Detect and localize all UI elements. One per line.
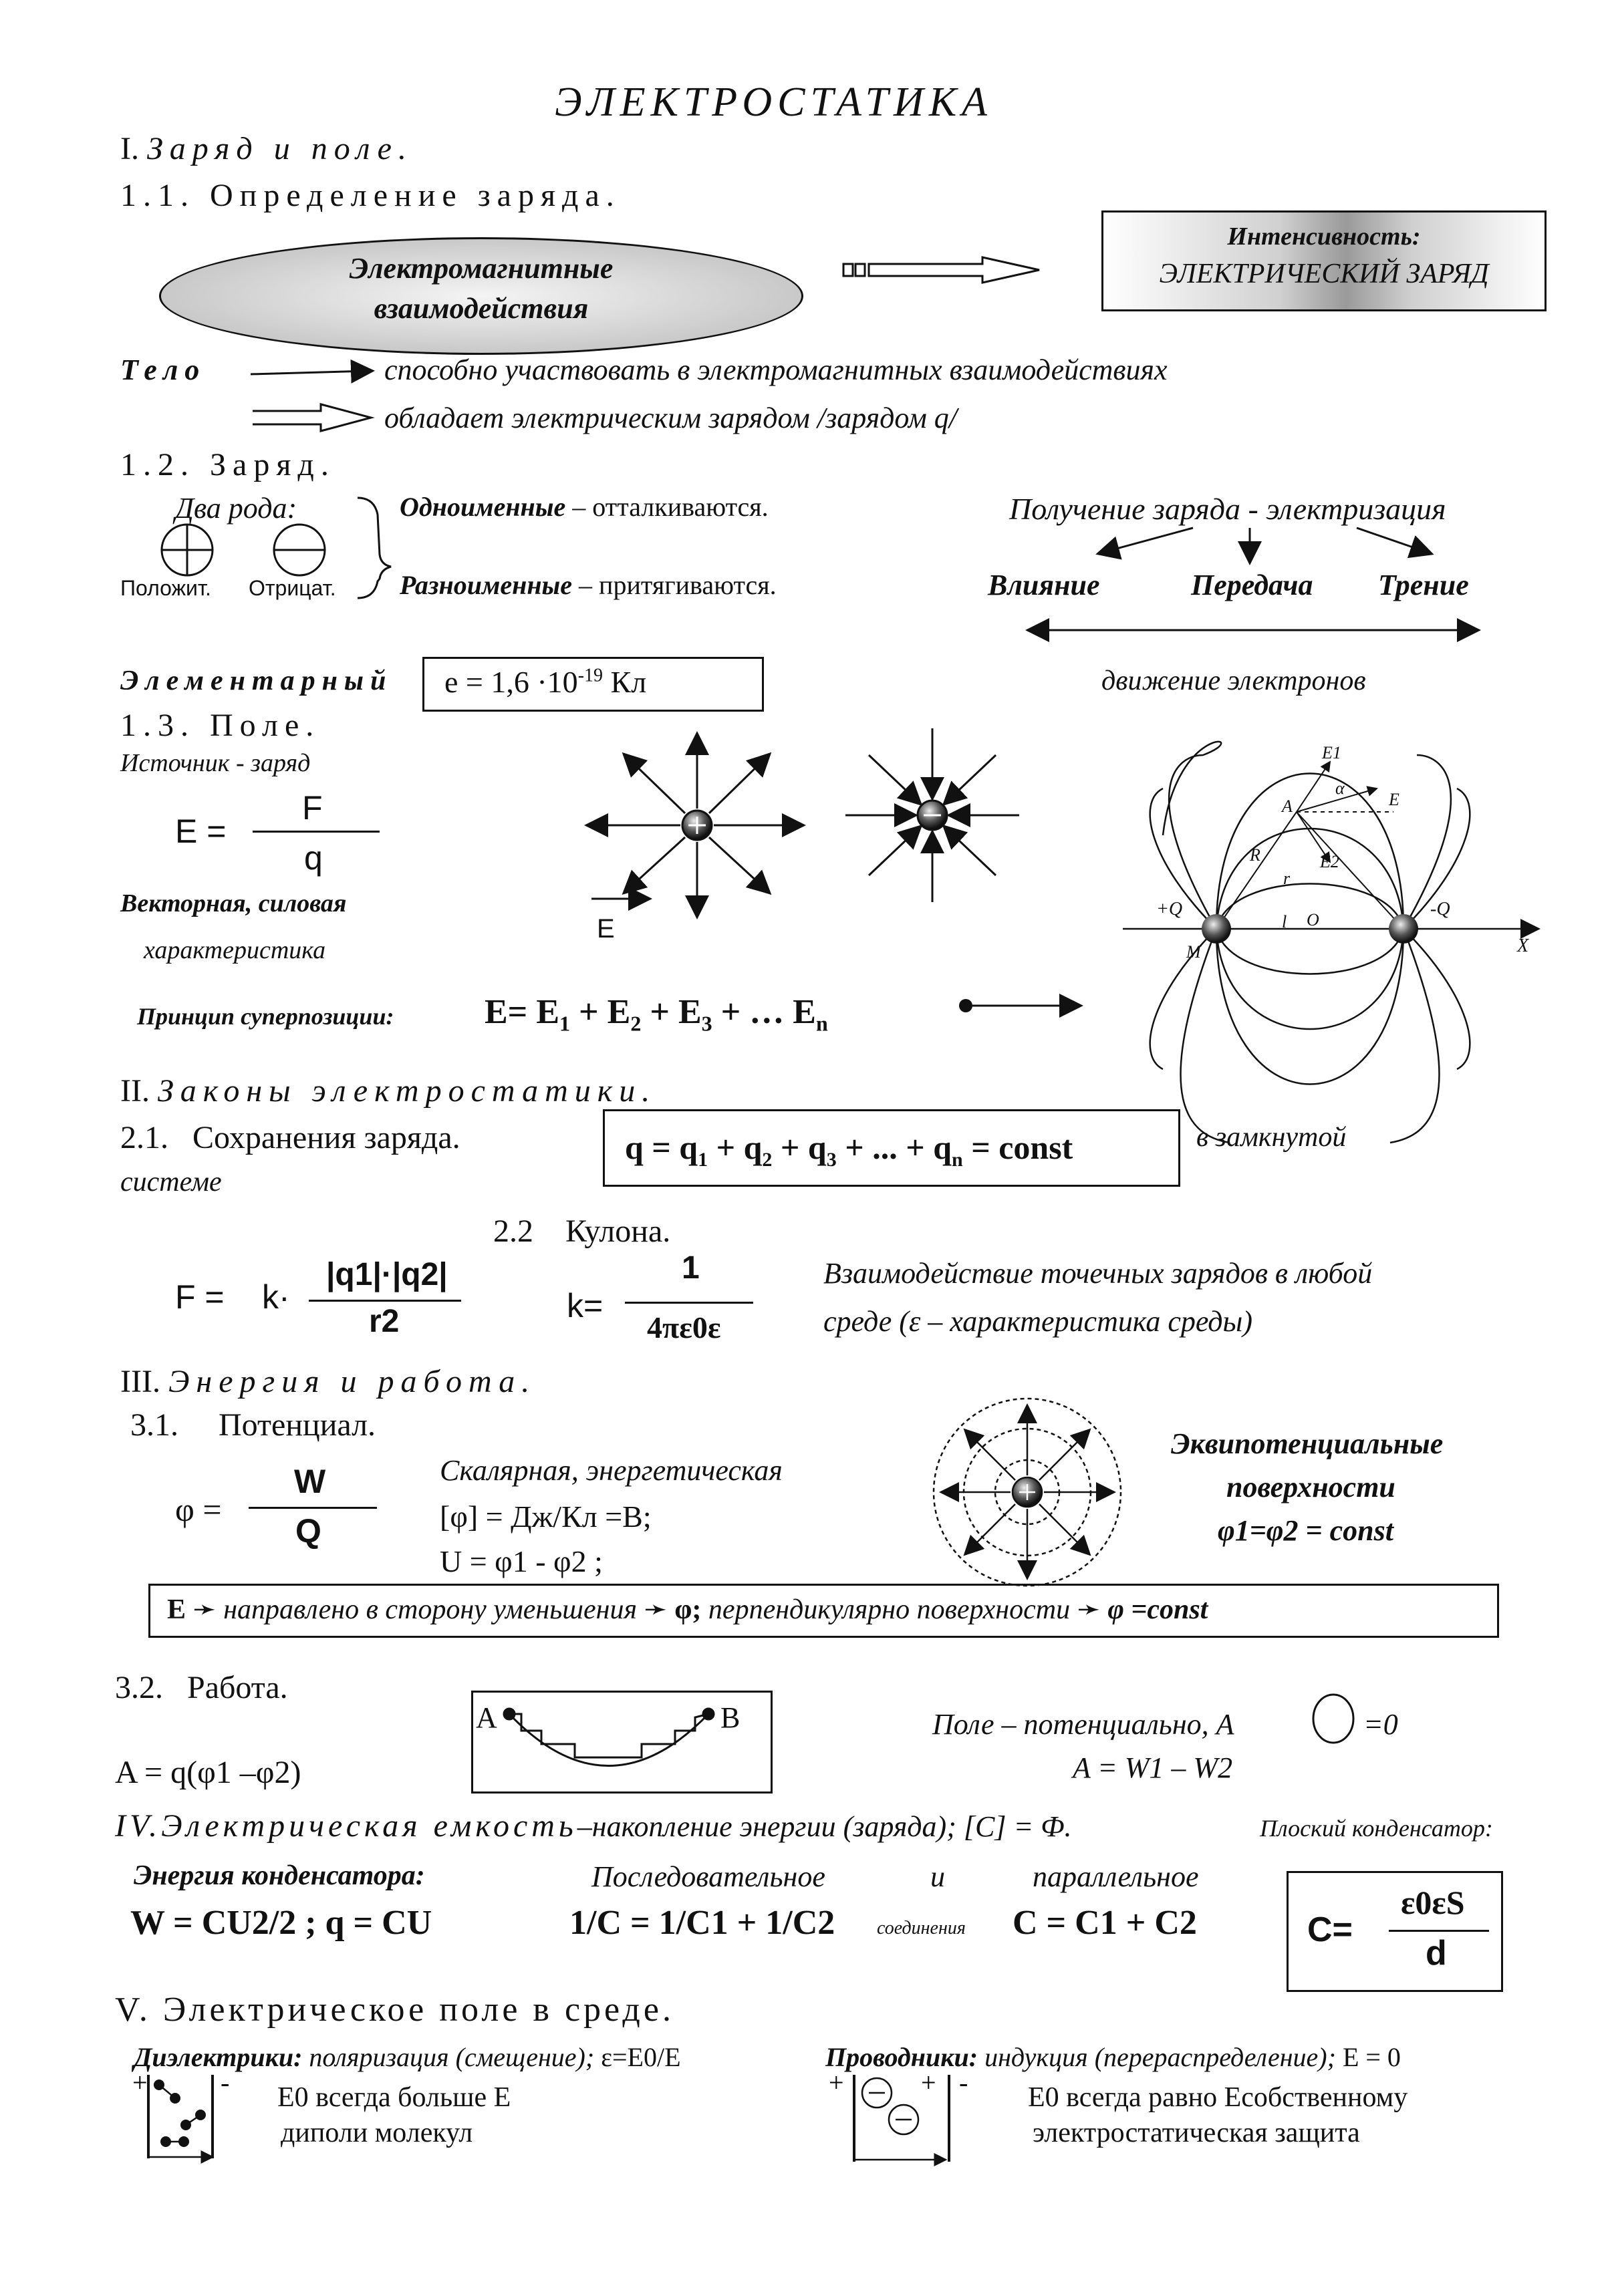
- page-title: ЭЛЕКТРОСТАТИКА: [555, 80, 992, 125]
- electrification-title: Получение заряда - электризация: [1009, 492, 1446, 526]
- closed-loop-icon: [1313, 1695, 1353, 1743]
- method-transfer: Передача: [1191, 569, 1313, 601]
- dipole-label-O: O: [1307, 910, 1319, 929]
- body-arrow-1: [251, 371, 371, 374]
- e-unit: Кл: [603, 665, 647, 699]
- dipole-label-alpha: α: [1335, 778, 1345, 798]
- subsection-1-3: 1.3. Поле.: [120, 708, 321, 743]
- same-bold: Одноименные: [400, 492, 566, 522]
- vector-label-1: Векторная, силовая: [120, 889, 347, 917]
- section-4-title: IV.Электрическая емкость: [115, 1808, 577, 1844]
- negative-label: Отрицат.: [249, 576, 336, 600]
- dipole-label-E2: E2: [1320, 852, 1339, 871]
- sup-p0: E= E: [485, 993, 559, 1031]
- body-line-1: способно участвовать в электромагнитных взаимодействиях: [384, 353, 1168, 386]
- subsection-1-2: 1.2. Заряд.: [120, 447, 336, 482]
- cons-p3: 2: [762, 1149, 773, 1171]
- subsection-1-1: 1.1. Определение заряда.: [120, 178, 621, 213]
- source-label: Источник - заряд: [120, 749, 311, 777]
- subsection-2-1: 2.1. Сохранения заряда.: [120, 1120, 460, 1155]
- zero-text: =0: [1363, 1708, 1398, 1741]
- sup-p5: 3: [701, 1011, 712, 1036]
- point-B: B: [720, 1701, 741, 1734]
- cond-plus-2: +: [921, 2067, 936, 2098]
- body-hollow-arrow: [253, 404, 371, 431]
- coulomb-desc-1: Взаимодействие точечных зарядов в любой: [823, 1257, 1373, 1290]
- diff-bold: Разноименные: [400, 570, 573, 600]
- negative-field-diagram: [845, 728, 1019, 902]
- cond-text: индукция (перераспределение);: [984, 2042, 1336, 2072]
- sup-p4: + E: [641, 993, 702, 1031]
- E-lhs: E =: [175, 813, 227, 850]
- negative-charge-icon: [274, 525, 325, 575]
- diel-plus: +: [132, 2067, 148, 2098]
- F-k: k·: [262, 1278, 290, 1316]
- sup-p7: n: [815, 1011, 828, 1036]
- diel-label: Диэлектрики:: [134, 2042, 303, 2072]
- E-numerator: F: [302, 789, 323, 827]
- flat-capacitor-label: Плоский конденсатор:: [1260, 1815, 1493, 1842]
- E-arrow-label: E: [597, 914, 615, 944]
- cond-line-2: электростатическая защита: [1033, 2118, 1360, 2148]
- cond-line-1: E0 всегда равно Eсобственному: [1028, 2082, 1408, 2113]
- series-formula: 1/C = 1/C1 + 1/C2: [569, 1904, 835, 1942]
- closed-system-1: в замкнутой: [1196, 1122, 1347, 1153]
- e-exponent: -19: [577, 665, 604, 686]
- energy-formula: W = CU2/2 ; q = CU: [130, 1904, 432, 1942]
- vector-label-2: характеристика: [144, 936, 326, 964]
- section-1-number: I.: [120, 131, 139, 166]
- dipole-label-A: A: [1282, 797, 1293, 816]
- direction-arrow-2: ➛: [644, 1594, 668, 1625]
- U-formula: U = φ1 - φ2 ;: [440, 1544, 603, 1578]
- section-4-tail: –накопление энергии (заряда); [C] = Ф.: [577, 1810, 1072, 1843]
- C-denominator: d: [1426, 1934, 1447, 1973]
- cond-minus: -: [959, 2067, 968, 2098]
- dipole-label-r: r: [1283, 869, 1291, 888]
- cond-label: Проводники:: [825, 2042, 978, 2072]
- section-2-number: II.: [120, 1073, 150, 1109]
- dipole-label-X: X: [1517, 936, 1529, 956]
- sup-p3: 2: [630, 1011, 642, 1036]
- sup-p6: + … E: [712, 993, 816, 1031]
- same-text: – отталкиваются.: [565, 492, 769, 522]
- potential-field: Поле – потенциально, A: [932, 1708, 1234, 1741]
- scalar-label: Скалярная, энергетическая: [440, 1454, 783, 1487]
- dipole-label-M: M: [1186, 942, 1201, 962]
- diel-line-1: E0 всегда больше E: [277, 2082, 511, 2113]
- sup-p2: + E: [570, 993, 631, 1031]
- k-lhs: k=: [567, 1287, 604, 1324]
- sup-dot: [959, 999, 972, 1012]
- cons-p7: n: [952, 1149, 963, 1171]
- phi-unit: [φ] = Дж/Кл =В;: [440, 1499, 652, 1534]
- method-friction: Трение: [1378, 569, 1469, 601]
- ellipse-line-2: взаимодействия: [374, 292, 589, 325]
- intensity-label: Интенсивность:: [1227, 223, 1421, 251]
- electron-motion: движение электронов: [1101, 666, 1366, 696]
- phi-numerator: W: [294, 1463, 326, 1500]
- F-lhs: F =: [175, 1278, 225, 1316]
- section-2-title: Законы электростатики.: [157, 1073, 657, 1109]
- e-base: e = 1,6 ·10: [444, 665, 578, 699]
- C-numerator: ε0εS: [1401, 1884, 1465, 1921]
- dipole-label-plusQ: +Q: [1156, 899, 1183, 919]
- A-formula: A = q(φ1 –φ2): [115, 1755, 301, 1790]
- cons-p6: + ... + q: [836, 1129, 952, 1166]
- closed-system-2: системе: [120, 1167, 222, 1197]
- section-3-title: Энергия и работа.: [168, 1364, 537, 1399]
- parallel-formula: C = C1 + C2: [1013, 1904, 1197, 1942]
- electrif-arrow-left: [1099, 528, 1193, 553]
- diff-text: – притягиваются.: [572, 570, 777, 600]
- electrif-arrow-right: [1357, 528, 1430, 553]
- sup-p1: 1: [559, 1011, 570, 1036]
- coulomb-desc-2: среде (ε – характеристика среды): [823, 1305, 1252, 1338]
- two-kinds: Два рода:: [175, 492, 297, 525]
- direction-arrow-1: ➛: [192, 1594, 217, 1625]
- section-5-heading: V. Электрическое поле в среде.: [115, 1991, 674, 2029]
- phi-lhs: φ =: [175, 1491, 222, 1528]
- cond-eq: E = 0: [1342, 2042, 1401, 2072]
- k-denominator: 4πε0ε: [647, 1310, 721, 1344]
- F-numerator: |q1|·|q2|: [326, 1257, 448, 1292]
- parallel-label: параллельное: [1033, 1860, 1199, 1893]
- diel-text: поляризация (смещение);: [309, 2042, 595, 2072]
- dipole-label-l: l: [1282, 912, 1287, 931]
- positive-label: Положит.: [120, 576, 211, 600]
- body-word: Тело: [120, 353, 207, 386]
- and-label: и: [930, 1860, 945, 1893]
- direction-E: E: [167, 1594, 186, 1625]
- F-denominator: r2: [369, 1304, 400, 1339]
- positive-charge-icon: [162, 525, 213, 575]
- dipole-label-E: E: [1389, 790, 1399, 809]
- cons-p4: + q: [772, 1129, 827, 1166]
- E-denominator: q: [304, 839, 323, 877]
- charge-brace: [358, 498, 391, 598]
- subsection-2-2: 2.2 Кулона.: [493, 1213, 671, 1249]
- direction-arrow-3: ➛: [1077, 1594, 1101, 1625]
- direction-phi: φ;: [674, 1594, 702, 1625]
- diel-minus: -: [221, 2067, 230, 2098]
- cond-plus: +: [829, 2067, 844, 2098]
- equipotential-1: Эквипотенциальные: [1171, 1427, 1444, 1460]
- intensity-value: ЭЛЕКТРИЧЕСКИЙ ЗАРЯД: [1159, 259, 1489, 289]
- diel-eps: ε=E0/E: [601, 2042, 681, 2072]
- section-3-number: III.: [120, 1364, 160, 1399]
- dipole-minus-charge: [1389, 914, 1418, 944]
- method-influence: Влияние: [988, 569, 1100, 601]
- superposition-label: Принцип суперпозиции:: [137, 1003, 394, 1030]
- positive-field-diagram: [588, 735, 802, 915]
- subsection-3-2: 3.2. Работа.: [115, 1670, 288, 1705]
- energy-label: Энергия конденсатора:: [134, 1860, 425, 1891]
- direction-end: φ =const: [1107, 1594, 1208, 1625]
- direction-text-1: направлено в сторону уменьшения: [223, 1594, 638, 1625]
- dielectric-capacitor-icon: [148, 2075, 213, 2158]
- cons-p2: + q: [708, 1129, 763, 1166]
- body-line-2: обладает электрическим зарядом /зарядом q/: [384, 402, 958, 434]
- cons-p0: q = q: [625, 1129, 698, 1166]
- A-W-formula: A = W1 – W2: [1073, 1751, 1233, 1784]
- connections-label: соединения: [877, 1918, 966, 1939]
- equipotential-3: φ1=φ2 = const: [1218, 1514, 1393, 1547]
- dipole-plus-charge: [1202, 914, 1231, 944]
- C-lhs: C=: [1307, 1910, 1353, 1949]
- hollow-arrow-1: [843, 257, 1039, 283]
- ellipse-line-1: Электромагнитные: [349, 252, 614, 285]
- dipole-label-minusQ: -Q: [1430, 899, 1450, 919]
- work-path-diagram: [504, 1709, 714, 1766]
- section-1-title: Заряд и поле.: [146, 131, 413, 166]
- dipole-label-R: R: [1250, 845, 1260, 865]
- subsection-3-1: 3.1. Потенциал.: [130, 1407, 376, 1443]
- cons-p5: 3: [826, 1149, 837, 1171]
- cons-p1: 1: [698, 1149, 708, 1171]
- equipotential-diagram: [934, 1399, 1121, 1586]
- dipole-label-E1: E1: [1322, 743, 1341, 762]
- point-A: A: [476, 1701, 497, 1734]
- k-numerator: 1: [682, 1250, 700, 1286]
- direction-text-2: перпендикулярно поверхности: [708, 1594, 1071, 1625]
- cons-p8: = const: [962, 1129, 1073, 1166]
- elementary-label: Элементарный: [120, 666, 393, 696]
- dipole-field-diagram: [1123, 742, 1537, 1143]
- diel-line-2: диполи молекул: [281, 2118, 473, 2148]
- equipotential-2: поверхности: [1226, 1471, 1395, 1503]
- phi-denominator: Q: [295, 1512, 321, 1550]
- series-label: Последовательное: [591, 1860, 825, 1893]
